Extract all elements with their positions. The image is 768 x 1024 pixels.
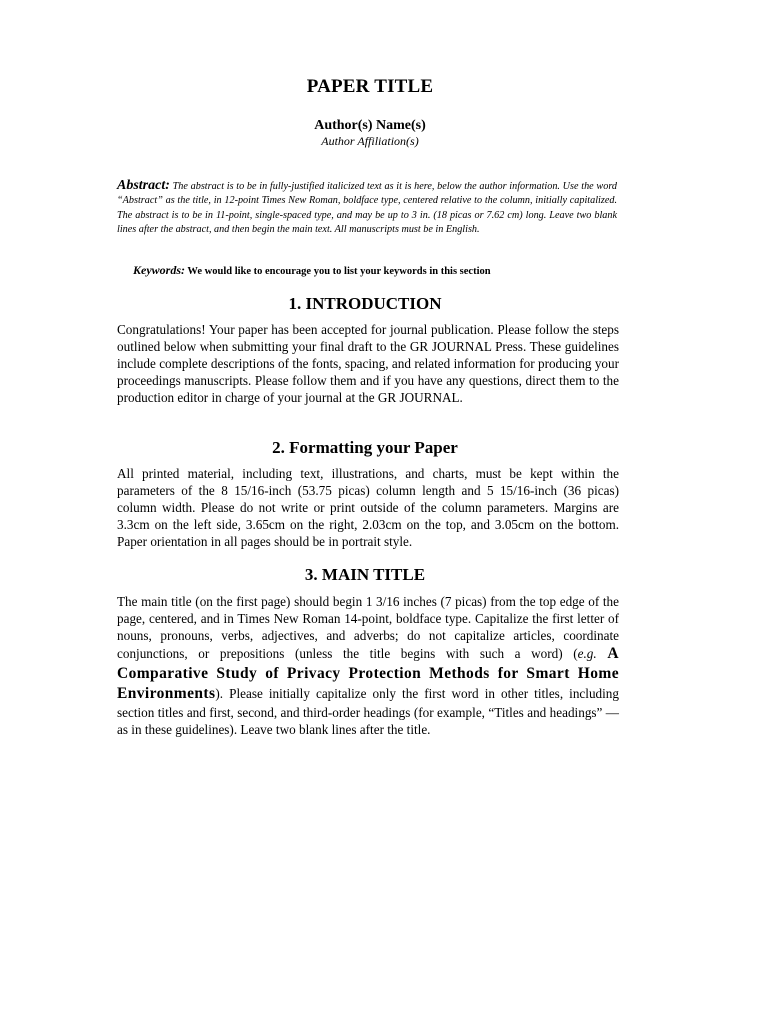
abstract-label: Abstract: xyxy=(117,178,170,193)
keywords xyxy=(133,263,633,278)
abstract-text: The abstract is to be in fully-justified italicized text as it is here, below the author information. Use the word “Abstract” as the title, in 12-point Times New Roman, boldface type, centered relative to the column, initially capitalized. The abstract is to be in 11-point, single-spaced type, and may be up to 3 in. (18 picas or 7.62 cm) long. Leave two blank lines after the abstract, and then begin the main text. All manuscripts must be in English. xyxy=(117,181,617,236)
formatting-paragraph: All printed material, including text, illustrations, and charts, must be kept within the parameters of the 8 15/16-inch (53.75 picas) column length and 5 15/16-inch (36 picas) column width. Please do not write or print outside of the column parameters. Margins are 3.3cm on the left side, 3.65cm on the right, 2.03cm on the top, and 3.05cm on the bottom. Paper orientation in all pages should be in portrait style. xyxy=(117,466,619,550)
section-heading-main-title: 3. MAIN TITLE xyxy=(304,565,426,584)
paper-title: PAPER TITLE xyxy=(306,76,434,97)
keywords-text: We would like to encourage you to list your keywords in this section xyxy=(185,266,491,277)
section-heading-introduction: 1. INTRODUCTION xyxy=(288,294,442,313)
eg-abbreviation: e.g. xyxy=(577,646,597,662)
example-title: A Comparative Study of Privacy Protection Methods for Smart Home Environments xyxy=(117,645,619,703)
keywords-label: Keywords: xyxy=(133,263,185,277)
main-title-text-end: ). Please initially capitalize only the first word in other titles, including section titles and first, second, and third-order headings (for example, “Titles and headings” — as in these guidelines). Leave two blank lines after the title. xyxy=(117,686,619,738)
introduction-paragraph: Congratulations! Your paper has been accepted for journal publication. Please follow the steps outlined below when submitting your final draft to the GR JOURNAL Press. These guidelines include complete descriptions of the fonts, spacing, and related information for producing your proceedings manuscripts. Please follow them and if you have any questions, direct them to the production editor in charge of your journal at the GR JOURNAL. xyxy=(117,322,619,406)
author-names: Author(s) Name(s) xyxy=(314,118,426,133)
main-title-paragraph xyxy=(117,593,619,738)
main-title-text-start: The main title (on the first page) should begin 1 3/16 inches (7 picas) from the top edge of the page, centered, and in Times New Roman 14-point, boldface type. Capitalize the first letter of nouns, pronouns, verbs, adjectives, and adverbs; do not capitalize articles, coordinate conjunctions, or prepositions (unless the title begins with such a word) ( xyxy=(117,594,619,662)
author-affiliation: Author Affiliation(s) xyxy=(321,134,419,148)
abstract xyxy=(117,179,617,238)
section-heading-formatting: 2. Formatting your Paper xyxy=(272,438,458,457)
